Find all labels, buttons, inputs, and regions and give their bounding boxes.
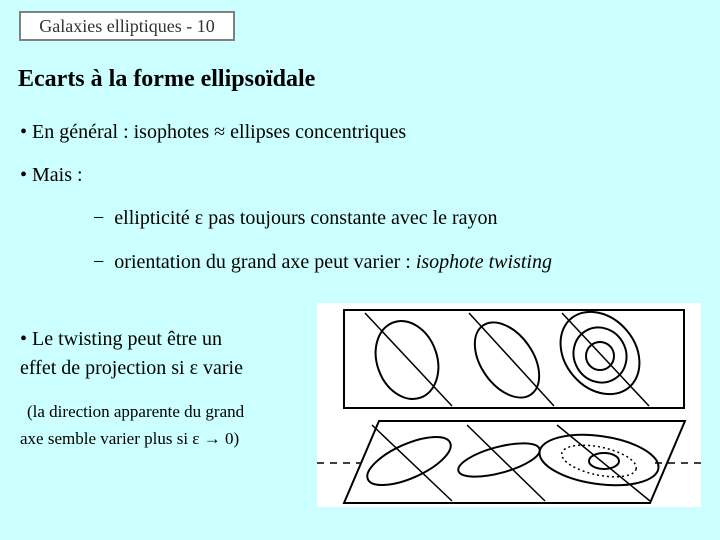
dash-marker: −: [93, 251, 105, 273]
bullet-twisting-line2: effet de projection si ε varie: [20, 357, 243, 379]
projection-figure: [317, 303, 701, 507]
bullet-twisting-line1: • Le twisting peut être un: [20, 328, 222, 350]
top-ellipse-2: [462, 311, 553, 410]
bottom-ellipse-3-middle: [559, 439, 639, 482]
top-axis-1: [365, 313, 452, 406]
sub-bullet-orientation-text: orientation du grand axe peut varier :: [114, 251, 416, 273]
top-ellipse-3-inner: [586, 342, 614, 370]
dash-marker: −: [93, 207, 105, 229]
bottom-panel-frame: [344, 421, 685, 503]
top-ellipse-3-outer: [544, 303, 655, 410]
sub-bullet-orientation: [93, 251, 552, 274]
projection-diagram: [317, 303, 701, 507]
note-line2: axe semble varier plus si ε → 0): [20, 429, 240, 448]
slide-label: Galaxies elliptiques - 10: [19, 11, 235, 41]
sub-bullet-ellipticity-text: ellipticité ε pas toujours constante avec le rayon: [114, 207, 498, 229]
note-line1: (la direction apparente du grand: [27, 402, 245, 421]
sub-bullet-ellipticity: [93, 207, 498, 230]
bottom-ellipse-2: [455, 437, 543, 484]
page-title: Ecarts à la forme ellipsoïdale: [18, 66, 316, 92]
bullet-mais: • Mais :: [20, 164, 83, 186]
bullet-general: • En général : isophotes ≈ ellipses concentriques: [20, 121, 407, 143]
isophote-twisting-term: isophote twisting: [415, 251, 552, 273]
bottom-axis-2: [467, 425, 545, 501]
top-axis-2: [469, 313, 554, 406]
